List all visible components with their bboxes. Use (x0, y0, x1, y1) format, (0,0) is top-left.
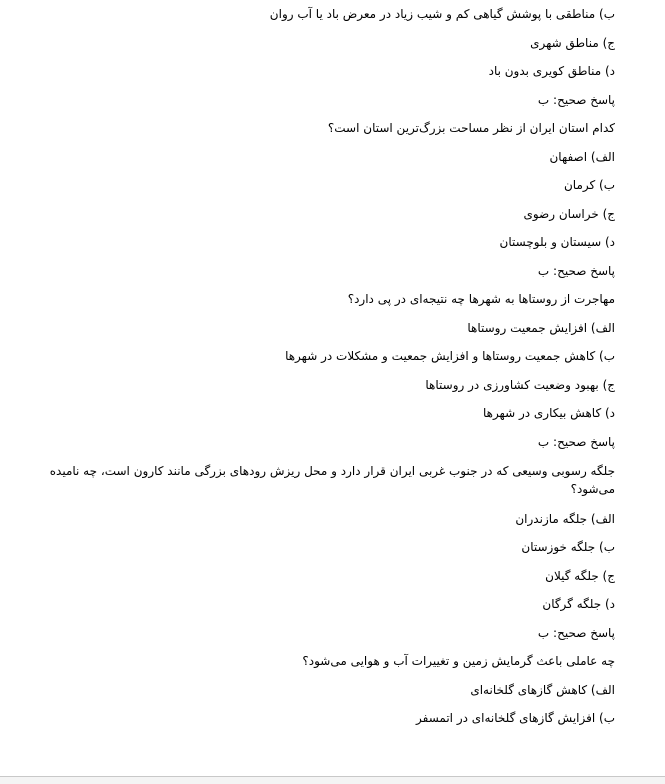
option-line: د) سیستان و بلوچستان (499, 235, 615, 249)
option-line: د) جلگه گرگان (542, 597, 615, 611)
question-line: چه عاملی باعث گرمایش زمین و تغییرات آب و هوایی می‌شود؟ (302, 654, 615, 668)
option-line: ب) کرمان (563, 178, 615, 192)
option-line: ج) مناطق شهری (530, 35, 615, 50)
option-line: ب) کاهش جمعیت روستاها و افزایش جمعیت و مشکلات در شهرها (285, 349, 615, 363)
option-line: الف) افزایش جمعیت روستاها (467, 320, 615, 335)
document-content (45, 6, 615, 739)
question-line: مهاجرت از روستاها به شهرها چه نتیجه‌ای در پی دارد؟ (347, 292, 615, 306)
question-line: کدام استان ایران از نظر مساحت بزرگ‌ترین استان است؟ (327, 121, 615, 135)
answer-line: پاسخ صحیح: ب (537, 263, 615, 278)
answer-line: پاسخ صحیح: ب (537, 92, 615, 107)
question-line: جلگه رسوبی وسیعی که در جنوب غربی ایران قرار دارد و محل ریزش رودهای بزرگی مانند کارون است، چه نامیده می‌شود؟ (49, 464, 615, 496)
answer-line: پاسخ صحیح: ب (537, 625, 615, 640)
option-line: ب) مناطقی با پوشش گیاهی کم و شیب زیاد در معرض باد یا آب روان (269, 7, 615, 21)
option-line: الف) کاهش گازهای گلخانه‌ای (470, 682, 615, 697)
option-line: د) مناطق کویری بدون باد (488, 64, 615, 78)
option-line: ج) بهبود وضعیت کشاورزی در روستاها (425, 377, 615, 392)
option-line: الف) جلگه مازندران (515, 511, 615, 526)
option-line: ب) افزایش گازهای گلخانه‌ای در اتمسفر (416, 711, 615, 725)
answer-line: پاسخ صحیح: ب (537, 434, 615, 449)
option-line: ج) جلگه گیلان (545, 568, 615, 583)
option-line: ج) خراسان رضوی (523, 206, 615, 221)
page-bottom-band (0, 777, 665, 784)
option-line: ب) جلگه خوزستان (521, 540, 615, 554)
option-line: الف) اصفهان (549, 149, 615, 164)
option-line: د) کاهش بیکاری در شهرها (482, 406, 615, 420)
